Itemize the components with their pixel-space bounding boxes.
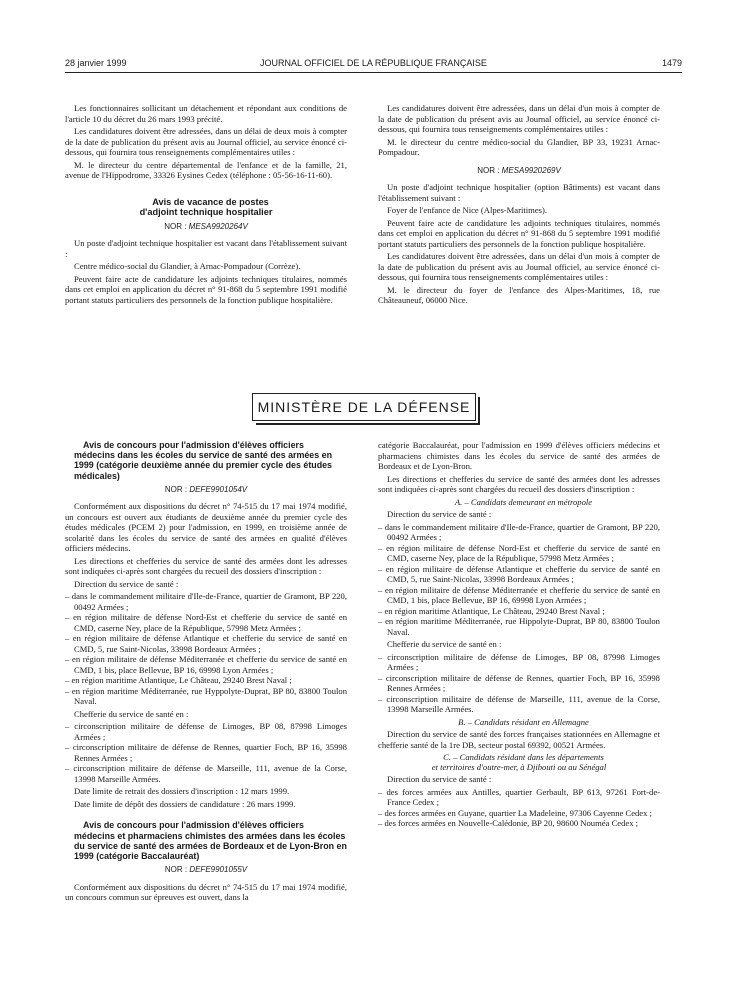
paragraph: Date limite de dépôt des dossiers de candidature : 26 mars 1999.	[74, 798, 296, 809]
list-item: – en région maritime Atlantique, Le Château, 29240 Brest Naval ;	[65, 675, 347, 686]
header-rule	[65, 72, 682, 73]
list-item: – dans le commandement militaire d'Ile-de-France, quartier de Gramont, BP 220, 00492 Armées ;	[378, 522, 660, 543]
list-item: – circonscription militaire de défense de Marseille, 111, avenue de la Corse, 13998 Marseille Armées.	[65, 763, 347, 784]
paragraph: Direction du service de santé :	[387, 509, 492, 519]
paragraph: Chefferie du service de santé en :	[387, 639, 502, 649]
bottom-right-column	[378, 440, 660, 831]
paragraph: Foyer de l'enfance de Nice (Alpes-Maritimes).	[387, 205, 547, 215]
paragraph: Date limite de retrait des dossiers d'inscription : 12 mars 1999.	[74, 786, 290, 797]
ministry-heading: MINISTÈRE DE LA DÉFENSE	[252, 393, 476, 421]
paragraph: Conformément aux dispositions du décret n° 74-515 du 17 mai 1974 modifié, un concours est ouvert aux étudiants de deuxième année du premier cycle des études médicales (PCEM 2) pour l'admission, en 1999, en troisième année de scolarité dans les écoles du service de santé des armées en qualité d'élèves officiers médecins.	[65, 501, 347, 554]
list-item: – circonscription militaire de défense de Rennes, quartier Foch, BP 16, 35998 Rennes Armées ;	[378, 673, 660, 694]
paragraph: Direction du service de santé des forces françaises stationnées en Allemagne et chefferie santé de la 1re DB, secteur postal 69392, 00521 Armées.	[378, 729, 660, 750]
paragraph: M. le directeur du centre médico-social du Glandier, BP 33, 19231 Arnac-Pompadour.	[378, 136, 660, 157]
header-page-number: 1479	[661, 58, 682, 68]
avis-title: Avis de concours pour l'admission d'élèves officiers médecins et pharmaciens chimistes des armées dans les écoles du service de santé des armées de Bordeaux et de Lyon-Bron en 1999 (catégorie Baccalauréat)	[74, 820, 347, 861]
paragraph: Un poste d'adjoint technique hospitalier (option Bâtiments) est vacant dans l'établissement suivant :	[378, 182, 660, 203]
top-right-column	[378, 103, 660, 308]
list-item: – des forces armées aux Antilles, quartier Gerbault, BP 613, 97261 Fort-de-France Cedex ;	[378, 787, 660, 808]
address-list	[65, 591, 347, 707]
subsection-heading: B. – Candidats résidant en Allemagne	[458, 716, 589, 727]
subsection-heading: C. – Candidats résidant dans les départements et territoires d'outre-mer, à Djibouti ou au Sénégal	[431, 752, 607, 772]
paragraph: Les candidatures doivent être adressées, dans un délai de deux mois à compter de la date de publication du présent avis au Journal officiel, au service énoncé ci-dessous, qui fournira tous renseignements complémentaires utiles :	[65, 126, 347, 157]
list-item: – circonscription militaire de défense de Limoges, BP 08, 87998 Limoges Armées ;	[378, 652, 660, 673]
list-item: – en région militaire de défense Méditerranée et chefferie du service de santé en CMD, 1 bis, place Bellevue, BP 16, 69998 Lyon Armées ;	[65, 654, 347, 675]
list-item: – circonscription militaire de défense de Limoges, BP 08, 87998 Limoges Armées ;	[65, 721, 347, 742]
list-item: – circonscription militaire de défense de Rennes, quartier Foch, BP 16, 35998 Rennes Armées ;	[65, 742, 347, 763]
nor-reference: NOR : DEFE9901054V	[164, 484, 248, 494]
address-list	[378, 787, 660, 829]
header-journal-title: JOURNAL OFFICIEL DE LA RÉPUBLIQUE FRANÇAISE	[260, 58, 487, 68]
paragraph: Conformément aux dispositions du décret n° 74-515 du 17 mai 1974 modifié, un concours commun sur épreuves est ouvert, dans la	[65, 881, 347, 903]
subsection-heading: A. – Candidats demeurant en métropole	[454, 496, 593, 507]
header-date: 28 janvier 1999	[65, 58, 127, 68]
address-list	[65, 721, 347, 784]
list-item: – en région militaire de défense Atlantique et chefferie du service de santé en CMD, 5, rue Saint-Nicolas, 33998 Bordeaux Armées ;	[65, 633, 347, 654]
nor-reference: NOR : MESA9920264V	[164, 221, 248, 231]
list-item: – circonscription militaire de défense de Marseille, 111, avenue de la Corse, 13998 Marseille Armées.	[378, 694, 660, 715]
list-item: – en région maritime Méditerranée, rue Hyppolyte-Duprat, BP 80, 83800 Toulon Naval.	[65, 686, 347, 707]
avis-title: Avis de vacance de postes d'adjoint technique hospitalier	[139, 196, 273, 217]
list-item: – en région maritime Méditerranée, rue Hippolyte-Duprat, BP 80, 83800 Toulon Naval.	[378, 616, 660, 637]
page-header	[65, 58, 682, 72]
paragraph: Direction du service de santé :	[387, 774, 492, 784]
paragraph: Les fonctionnaires sollicitant un détachement et répondant aux conditions de l'article 10 du décret du 26 mars 1993 précité.	[65, 103, 347, 124]
nor-reference: NOR : MESA9920269V	[477, 165, 561, 175]
paragraph: Les candidatures doivent être adressées, dans un délai d'un mois à compter de la date de publication du présent avis au Journal officiel, au service énoncé ci-dessous, qui fournira tous renseignements complémentaires utiles :	[378, 251, 660, 282]
paragraph: catégorie Baccalauréat, pour l'admission en 1999 d'élèves officiers médecins et pharmaciens chimistes dans les écoles du service de santé des armées de Bordeaux et de Lyon-Bron.	[378, 440, 660, 471]
bottom-left-column	[65, 440, 347, 905]
paragraph: Un poste d'adjoint technique hospitalier est vacant dans l'établissement suivant :	[65, 238, 347, 259]
list-item: – en région maritime Atlantique, Le Château, 29240 Brest Naval ;	[378, 606, 660, 617]
list-item: – en région militaire de défense Atlantique et chefferie du service de santé en CMD, 5, rue Saint-Nicolas, 33998 Bordeaux Armées ;	[378, 564, 660, 585]
paragraph: Direction du service de santé :	[74, 578, 179, 589]
paragraph: M. le directeur du centre départemental de l'enfance et de la famille, 21, avenue de l'Hippodrome, 33326 Eysines Cedex (téléphone : 05-56-16-11-60).	[65, 159, 347, 180]
list-item: – des forces armées en Guyane, quartier La Madeleine, 97306 Cayenne Cedex ;	[378, 808, 660, 819]
paragraph: Les candidatures doivent être adressées, dans un délai d'un mois à compter de la date de publication du présent avis au Journal officiel, au service énoncé ci-dessous, qui fournira tous renseignements complémentaires utiles :	[378, 103, 660, 134]
paragraph: M. le directeur du foyer de l'enfance des Alpes-Maritimes, 18, rue Châteauneuf, 06000 Nice.	[378, 284, 660, 305]
paragraph: Les directions et chefferies du service de santé des armées dont les adresses sont indiquées ci-après sont chargées du recueil des dossiers d'inscription :	[65, 555, 347, 577]
nor-reference: NOR : DEFE9901055V	[164, 865, 248, 875]
list-item: – en région militaire de défense Méditerranée et chefferie du service de santé en CMD, 1 bis, place Bellevue, BP 16, 69998 Lyon Armées ;	[378, 585, 660, 606]
list-item: – en région militaire de défense Nord-Est et chefferie du service de santé en CMD, caserne Ney, place de la République, 57998 Metz Armées ;	[65, 612, 347, 633]
avis-title: Avis de concours pour l'admission d'élèves officiers médecins dans les écoles du service de santé des armées en 1999 (catégorie deuxième année du premier cycle des études médicales)	[74, 440, 333, 481]
list-item: – en région militaire de défense Nord-Est et chefferie du service de santé en CMD, caserne Ney, place de la République, 57998 Metz Armées ;	[378, 543, 660, 564]
paragraph: Les directions et chefferies du service de santé des armées dont les adresses sont indiquées ci-après sont chargées du recueil des dossiers d'inscription :	[378, 473, 660, 494]
paragraph: Centre médico-social du Glandier, à Arnac-Pompadour (Corrèze).	[74, 261, 301, 271]
address-list	[378, 652, 660, 715]
top-left-column	[65, 103, 347, 307]
paragraph: Peuvent faire acte de candidature les adjoints techniques titulaires, nommés dans cet emploi en application du décret n° 91-868 du 5 septembre 1991 modifié portant statuts particuliers des personnels de la fonction publique hospitalière.	[378, 217, 660, 249]
address-list	[378, 522, 660, 638]
paragraph: Peuvent faire acte de candidature les adjoints techniques titulaires, nommés dans cet emploi en application du décret n° 91-868 du 5 septembre 1991 modifié portant statuts particuliers des personnels de la fonction publique hospitalière.	[65, 273, 347, 305]
paragraph: Chefferie du service de santé en :	[74, 708, 189, 719]
list-item: – des forces armées en Nouvelle-Calédonie, BP 20, 98600 Nouméa Cedex ;	[378, 818, 660, 829]
list-item: – dans le commandement militaire d'Ile-de-France, quartier de Gramont, BP 220, 00492 Armées ;	[65, 591, 347, 612]
